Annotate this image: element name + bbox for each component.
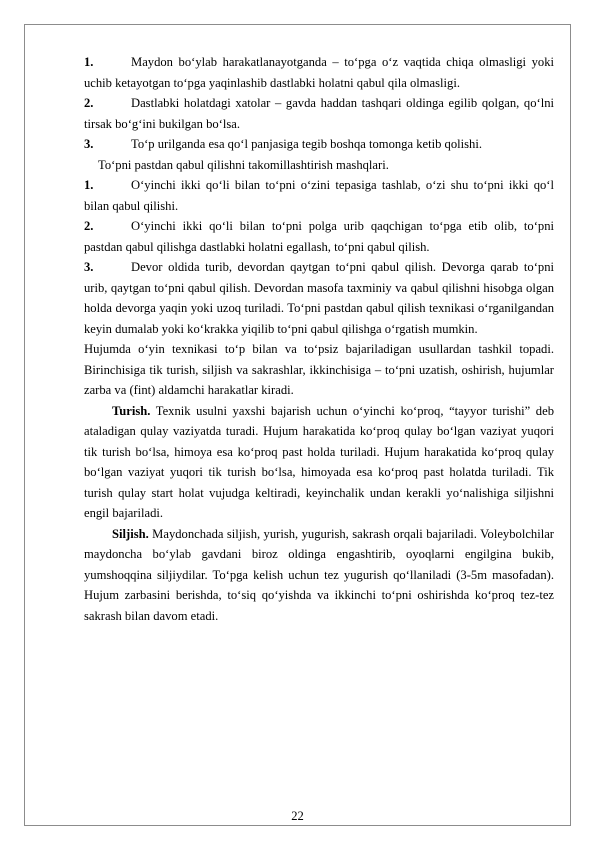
term-movement: Siljish. — [112, 526, 149, 541]
paragraph-text: Maydon bo‘ylab harakatlanayotganda – to‘pga o‘z vaqtida chiqa olmasligi yoki uchib ketayotgan to‘pga yaqinlashib dastlabki holatni qabul qila olmasligi. — [84, 55, 554, 90]
page-number: 22 — [291, 809, 304, 823]
paragraph-attack-technique: Hujumda o‘yin texnikasi to‘p bilan va to‘psiz bajariladigan usullardan tashkil topadi. Birinchisiga tik turish, siljish va sakrashlar, ikkinchisiga – to‘pni uzatish, oshirish, hujumlar zarba va (fint) aldamchi harakatlar kiradi. — [84, 342, 554, 397]
term-stance: Turish. — [112, 403, 151, 418]
paragraph-text: Dastlabki holatdagi xatolar – gavda haddan tashqari oldinga egilib qolgan, qo‘lni tirsak bo‘g‘ini bukilgan bo‘lsa. — [84, 96, 554, 131]
paragraph-exercise-3 — [84, 257, 554, 339]
paragraph-stance — [84, 401, 554, 524]
list-number: 2. — [84, 219, 94, 233]
paragraph-text: To‘p urilganda esa qo‘l panjasiga tegib boshqa tomonga ketib qolishi. — [131, 137, 482, 151]
paragraph-movement — [84, 524, 554, 627]
paragraph-exercise-2 — [84, 216, 554, 257]
paragraph-text: O‘yinchi ikki qo‘li bilan to‘pni polga urib qaqchigan to‘pga etib olib, to‘pni pastdan qabul qilishga dastlabki holatni egallash, to‘pni qabul qilish. — [84, 219, 554, 254]
paragraph-text: Maydonchada siljish, yurish, yugurish, sakrash orqali bajariladi. Voleybolchilar maydoncha bo‘ylab gavdani biroz oldinga engashtirib, oyoqlarni engilgina bukib, yumshoqqina siljiydilar. To‘pga kelish uchun tez yugurish qo‘llaniladi (3-5m masofadan). Hujum zarbasini berishda, to‘siq qo‘yishda va ikkinchi to‘pni oshirishda ko‘proq tez-tez sakrash bilan davom etadi. — [84, 526, 554, 623]
paragraph-text: O‘yinchi ikki qo‘li bilan to‘pni o‘zini tepasiga tashlab, o‘zi shu to‘pni ikki qo‘l bilan qabul qilishi. — [84, 178, 554, 213]
paragraph-exercise-1 — [84, 175, 554, 216]
list-number: 2. — [84, 96, 94, 110]
paragraph-error-1 — [84, 52, 554, 93]
list-number: 3. — [84, 260, 94, 274]
list-number: 3. — [84, 137, 94, 151]
paragraph-text: Texnik usulni yaxshi bajarish uchun o‘yinchi ko‘proq, “tayyor turishi” deb ataladigan qulay vaziyatda turadi. Hujum harakatida ko‘proq qulay bo‘lgan vaziyat yuqori tik turish bo‘lsa, himoya esa ko‘proq past holda turiladi. Hujum harakatida ko‘proq qulay bo‘lgan vaziyat yuqori tik turish bo‘lsa, himoyada esa ko‘proq past holatda turiladi. Tik turish qulay start holat vujudga keltiradi, keyinchalik undan kerakli yo‘nalishiga siljishni engil bajariladi. — [84, 403, 554, 520]
list-number: 1. — [84, 178, 94, 192]
paragraph-text: Devor oldida turib, devordan qaytgan to‘pni qabul qilish. Devorga qarab to‘pni urib, qaytgan to‘pni qabul qilish. Devordan masofa taxminiy va qabul qilishni hisobga olgan holda devorga yaqin yoki uzoq turiladi. To‘pni pastdan qabul qilish texnikasi o‘rganilgandan keyin dumalab yoki ko‘krakka yiqilib to‘pni qabul qilishga o‘rgatish mumkin. — [84, 260, 554, 336]
exercises-heading: To‘pni pastdan qabul qilishni takomillashtirish mashqlari. — [98, 157, 389, 172]
list-number: 1. — [84, 55, 94, 69]
paragraph-error-2 — [84, 93, 554, 134]
document-body — [84, 52, 554, 626]
paragraph-error-3 — [84, 134, 554, 155]
